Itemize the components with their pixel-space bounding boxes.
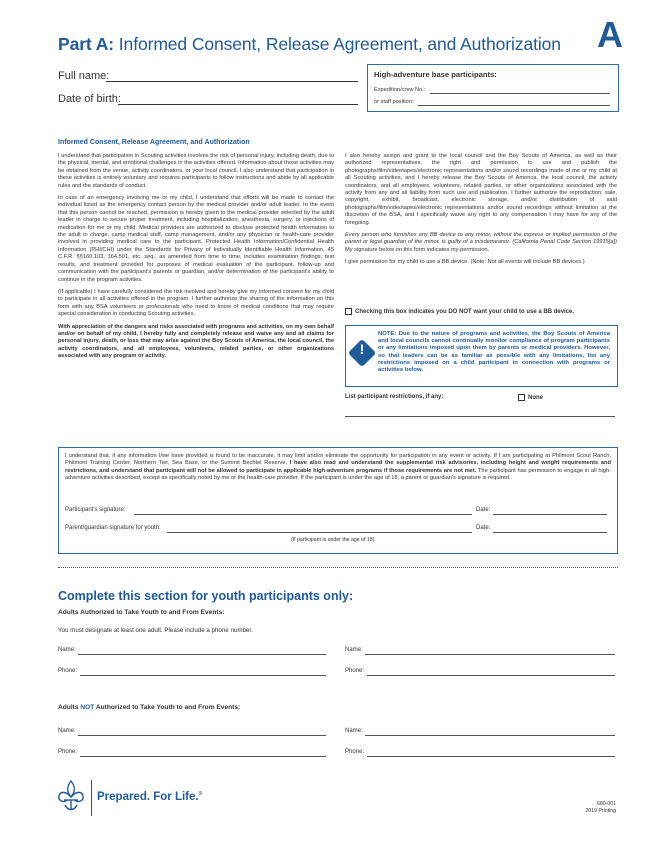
printing-year: 2019 Printing [585,808,616,814]
participant-date-label: Date: [476,507,491,513]
consent-heading: Informed Consent, Release Agreement, and Authorization [58,139,250,146]
slogan-text: Prepared. For Life. [97,791,199,803]
title-text: Informed Consent, Release Agreement, and Authorization [118,34,561,54]
auth-phone-field-1[interactable] [80,675,326,676]
not-authorized-heading [58,704,240,711]
parent-signature-label: Parent/guardian signature for youth: [65,525,161,531]
high-adventure-heading: High-adventure base participants: [374,70,497,79]
form-number: 680-001 [596,801,616,807]
slogan [97,791,202,803]
auth-name-field-2[interactable] [365,654,615,655]
notauth-phone-label-2: Phone: [345,749,365,755]
notauth-name-label-1: Name: [58,728,76,734]
auth-name-label-2: Name: [345,647,363,653]
signature-box [58,447,618,554]
signature-agreement-text [65,453,611,483]
notauth-name-field-2[interactable] [365,735,615,736]
expedition-field[interactable] [430,93,610,94]
restrictions-label: List participant restrictions, if any: [345,394,444,400]
part-label: Part A: [58,34,115,54]
agreement-text-a: I understand that, if any information I/we have provided is found to be inaccurate, it may limit and/or eliminate the opportunity for participation in any event or activity. If I am participating at Philmont Scout Ranch, Philmont Training Center, Northern Tier, Sea Base, or the Summit Bechtel Reserve, [65,453,611,467]
not-auth-pre: Adults [58,704,81,711]
designate-instruction: You must designate at least one adult. Please include a phone number. [58,627,253,634]
none-label: None [528,395,543,402]
exclamation-icon: ! [359,341,365,357]
staff-field[interactable] [418,105,610,106]
dob-field[interactable] [118,104,358,105]
logo-divider [91,780,92,816]
auth-phone-field-2[interactable] [367,675,615,676]
note-box [345,325,618,387]
dob-label: Date of birth: [58,93,121,105]
authorized-heading: Adults Authorized to Take Youth to and From Events: [58,609,225,616]
bb-checkbox-row[interactable] [345,308,574,315]
youth-section-heading: Complete this section for youth participants only: [58,589,354,603]
consent-paragraph-2: In case of an emergency involving me or my child, I understand that efforts will be made to contact the individual listed as the emergency contact person by the medical provider and/or adult leader. In the event that this person cannot be reached, permission is hereby given to the medical provider selected by the adult leader in charge to secure proper treatment, including hospitalization, anesthesia, surgery, or injections of medication for me or my child. Medical providers are authorized to disclose protected health information to the adult in charge, camp medical staff, camp management, and/or any physician or health-care provider involved in providing medical care to the participant. Protected Health Information/Confidential Health Information (PHI/CHI) under the Standards for Privacy of Individually Identifiable Health Information, 45 C.F.R. §§160.103, 164.501, etc. seq., as amended from time to time, includes examination findings, test results, and treatment provided for purposes of medical evaluation of the participant, follow-up and communication with the participant's parents or guardian, and/or determination of the participant's ability to continue in the program activities. [58,195,334,283]
bb-permission-text: I give permission for my child to use a BB device. (Note: Not all events will include BB devices.) [345,259,585,266]
staff-label: or staff position: [374,99,414,105]
notauth-phone-label-1: Phone: [58,749,78,755]
auth-name-field-1[interactable] [78,654,326,655]
not-word: NOT [80,704,95,711]
auth-phone-label-2: Phone: [345,668,365,674]
participant-signature-field[interactable] [134,514,472,515]
restrictions-field[interactable] [345,416,615,417]
bb-law-text: Every person who furnishes any BB device to any minor, without the express or implied permission of the parent or legal guardian of the minor, is guilty of a misdemeanor. (California Penal Code Section 19915[a]) [345,232,617,246]
consent-left-column [58,153,334,366]
notauth-phone-field-1[interactable] [80,756,326,757]
agreement-text-bold: I have also read and understand the supplemental risk advisories, including height and weight requirements and restrictions, and understand that participant will not be allowed to participate in applicable high-adventure programs if those requirements are not met. [65,460,611,474]
none-checkbox[interactable] [518,394,525,401]
expedition-label: Expedition/crew No.: [374,87,426,93]
agreement-text-b: The participant has permission to engage in all high-adventure activities described, except as specifically noted by me or the health-care provider. If the participant is under the age of 18, a parent or guardian's signature is required. [65,467,611,482]
participant-date-field[interactable] [493,514,607,515]
full-name-label: Full name: [58,70,110,82]
part-letter: A [597,14,623,55]
page-title [58,34,561,55]
notauth-phone-field-2[interactable] [367,756,615,757]
high-adventure-box [367,64,619,112]
bb-checkbox[interactable] [345,308,352,315]
parent-signature-field[interactable] [167,532,472,533]
participant-signature-label: Participant's signature: [65,507,126,513]
cut-line [58,567,618,568]
bb-signature-text: My signature below on this form indicates my permission. [345,246,490,253]
consent-paragraph-3: (If applicable) I have carefully considered the risk involved and hereby give my informed consent for my child to participate in all activities offered in the program. I further authorize the sharing of the information on this form with any BSA volunteers or professionals who need to know of medical conditions that may require special consideration in conducting Scouting activities. [58,288,334,318]
auth-phone-label-1: Phone: [58,668,78,674]
parent-date-label: Date: [476,525,491,531]
under-18-note: (If participant is under the age of 18) [291,537,375,543]
bb-checkbox-label: Checking this box indicates you DO NOT want your child to use a BB device. [355,309,575,316]
none-option[interactable] [518,394,543,401]
notauth-name-field-1[interactable] [78,735,326,736]
media-release-paragraph: I also hereby assign and grant to the local council and the Boy Scouts of America, as well as their authorized representatives, the right and permission to use and publish the photographs/film/videotapes/electronic representations and/or sound recordings made of me or my child at all Scouting activities, and I hereby release the Boy Scouts of America, the local council, the activity coordinators, and all employees, volunteers, related parties, or other organizations associated with the activity from any and all liability from such use and publication. I further authorize the reproduction, sale, copyright, exhibit, broadcast, electronic storage, and/or distribution of said photographs/film/videotapes/electronic representations and/or sound recordings without limitation at the discretion of the BSA, and I specifically waive any right to any compensation I may have for any of the foregoing. [345,153,617,226]
release-paragraph: With appreciation of the dangers and risks associated with programs and activities, on my own behalf and/or on behalf of my child, I hereby fully and completely release and waive any and all claims for personal injury, death, or loss that may arise against the Boy Scouts of America, the local council, the activity coordinators, and all employees, volunteers, related parties, or other organizations associated with any program or activity. [58,323,334,360]
consent-right-column [345,153,617,272]
not-auth-post: Authorized to Take Youth to and From Events: [94,704,241,711]
note-text: NOTE: Due to the nature of programs and activities, the Boy Scouts of America and local councils cannot continually monitor compliance of program participants or any limitations imposed upon them by parents or medical providers. However, so that leaders can be as familiar as possible with any limitations, list any restrictions imposed on a child participant in connection with programs or activities below. [378,331,610,374]
parent-date-field[interactable] [493,532,607,533]
full-name-field[interactable] [106,81,358,82]
consent-paragraph-1: I understand that participation in Scouting activities involves the risk of personal injury, including death, due to the physical, mental, and emotional challenges in the activities offered. Information about those activities may be obtained from the venue, activity coordinators, or your local council. I also understand that participation in these activities is entirely voluntary and requires participants to follow instructions and abide by all applicable rules and the standards of conduct. [58,153,334,189]
notauth-name-label-2: Name: [345,728,363,734]
auth-name-label-1: Name: [58,647,76,653]
bsa-fleur-de-lis-icon [56,779,86,813]
bb-paragraph [345,232,617,254]
registered-mark: ® [198,791,203,798]
